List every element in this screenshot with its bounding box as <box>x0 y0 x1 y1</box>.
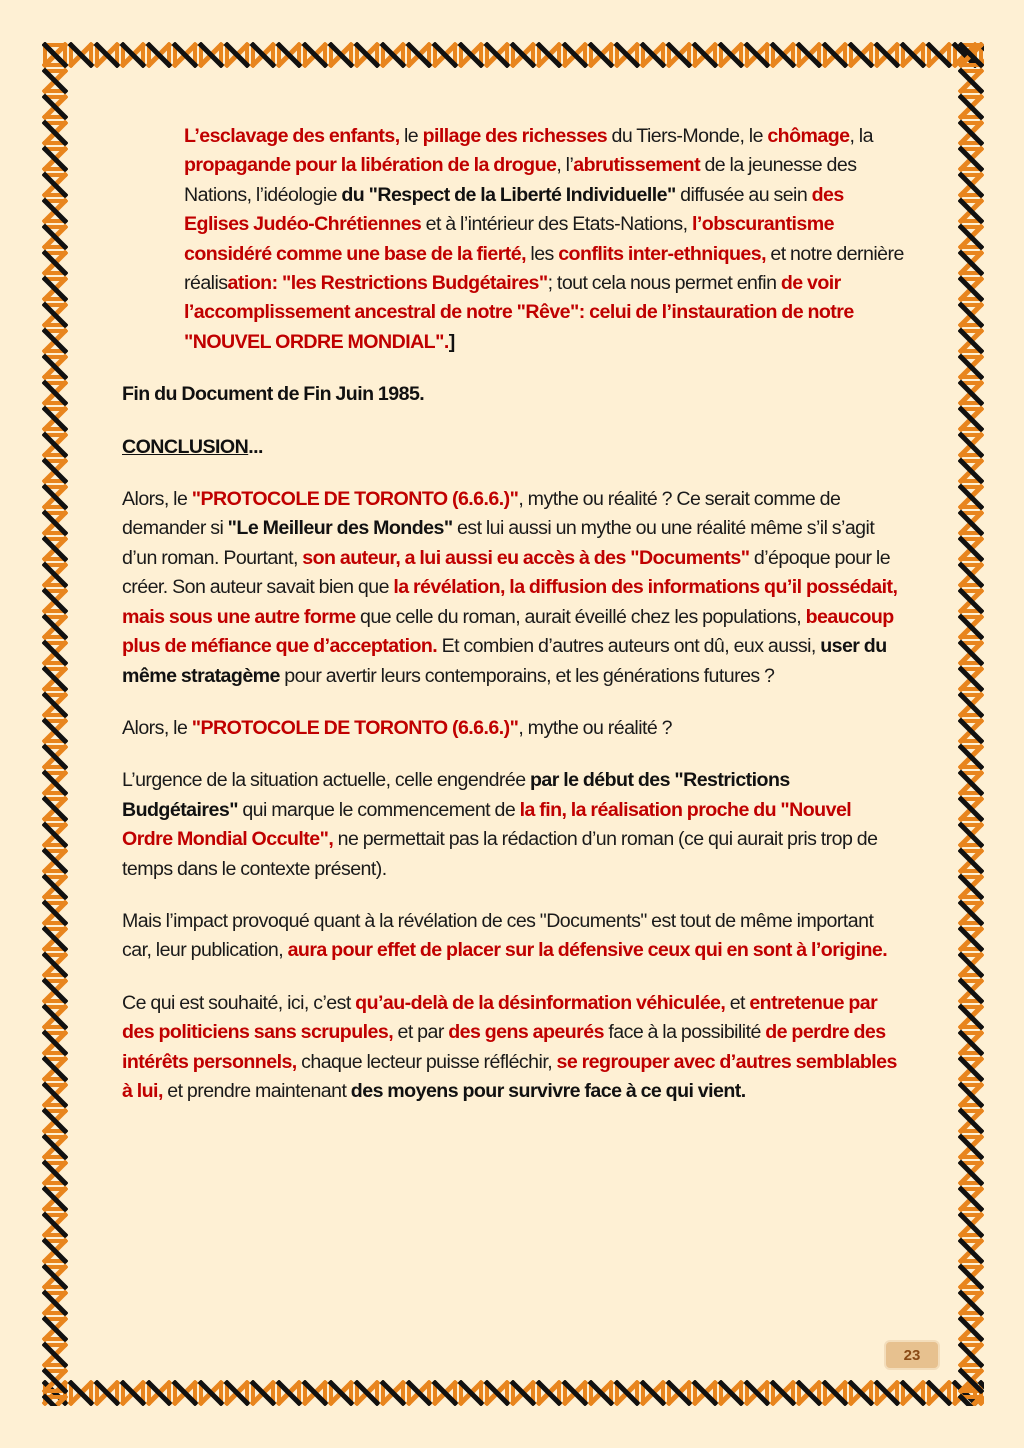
body-text: pour avertir leurs contemporains, et les générations futures ? <box>279 664 775 687</box>
border-right-knot-icon <box>958 42 984 1406</box>
bold-text: Fin du Document de Fin Juin 1985. <box>122 383 425 406</box>
emphasis-red-text: qu’au-delà de la désinformation véhiculée, <box>355 991 726 1014</box>
bold-text: par le début des "Restrictions Budgétaires" <box>122 769 790 821</box>
bold-text: ... <box>248 435 263 458</box>
emphasis-red-text: pillage des richesses <box>422 125 608 147</box>
body-text: , mythe ou réalité ? Ce serait comme de demander si <box>122 488 841 540</box>
emphasis-red-text: son auteur, a lui aussi eu accès à des "Documents" <box>302 546 750 569</box>
body-text: Ce qui est souhaité, ici, c’est <box>122 991 356 1014</box>
bold-text: des moyens pour survivre face à ce qui vient. <box>350 1079 746 1102</box>
border-top-knot-icon <box>42 42 984 68</box>
emphasis-red-text: chômage <box>767 125 850 147</box>
emphasis-red-text: la fin, la réalisation proche du "Nouvel Ordre Mondial Occulte", <box>122 798 852 851</box>
bold-text: du "Respect de la Liberté Individuelle" <box>341 183 676 206</box>
paragraph-conclusion-1 <box>122 485 906 691</box>
emphasis-red-text: beaucoup plus de méfiance que d’acceptation. <box>122 605 894 658</box>
emphasis-red-text: se regrouper avec d’autres semblables à lui, <box>122 1050 897 1102</box>
bold-text: user du même stratagème <box>122 635 887 687</box>
body-text: , mythe ou réalité ? <box>518 716 673 739</box>
body-text: diffusée au sein <box>675 183 812 206</box>
body-text: , l’ <box>556 154 574 177</box>
body-text: est lui aussi un mythe ou une réalité même s’il s’agit d’un roman. Pourtant, <box>122 517 875 569</box>
paragraph-conclusion-4 <box>122 907 906 966</box>
body-text: que celle du roman, aurait éveillé chez les populations, <box>355 605 806 628</box>
emphasis-red-text: de perdre des intérêts personnels, <box>122 1021 886 1073</box>
emphasis-red-text: abrutissement <box>573 154 701 177</box>
body-text: les <box>526 242 559 265</box>
bold-text: "Le Meilleur des Mondes" <box>227 517 453 540</box>
body-text: Alors, le <box>122 488 192 511</box>
document-body <box>122 122 906 1129</box>
emphasis-red-text: "PROTOCOLE DE TORONTO (6.6.6.)" <box>191 716 519 739</box>
paragraph-document-end <box>122 380 906 409</box>
emphasis-red-text: l’obscurantisme considéré comme une base de la fierté, <box>184 213 834 265</box>
body-text: du Tiers-Monde, le <box>607 125 768 147</box>
emphasis-red-text: propagande pour la libération de la drogue <box>184 154 557 177</box>
emphasis-red-text: L’esclavage des enfants, <box>184 125 400 147</box>
body-text: et <box>725 991 750 1014</box>
body-text: qui marque le commencement de <box>237 798 520 821</box>
emphasis-red-text: aura pour effet de placer sur la défensive ceux qui en sont à l’origine. <box>287 939 888 962</box>
body-text: ; tout cela nous permet enfin <box>547 272 781 295</box>
body-text: et par <box>393 1021 449 1044</box>
bold-text: ] <box>448 330 455 353</box>
body-text: L’urgence de la situation actuelle, celle engendrée <box>122 769 530 792</box>
paragraph-conclusion-5 <box>122 989 906 1107</box>
paragraph-conclusion-2 <box>122 714 906 743</box>
body-text: le <box>399 125 423 147</box>
underlined-heading-text: CONCLUSION <box>122 435 249 458</box>
emphasis-red-text: "PROTOCOLE DE TORONTO (6.6.6.)" <box>191 488 519 511</box>
emphasis-red-text: de voir l’accomplissement ancestral de notre "Rêve": celui de l’instauration de notre "NOUVEL ORDRE MONDIAL". <box>184 272 854 353</box>
body-text: ne permettait pas la rédaction d’un roman (ce qui aurait pris trop de temps dans le contexte présent). <box>122 828 878 880</box>
body-text: Alors, le <box>122 716 192 739</box>
paragraph-document-excerpt <box>184 122 906 357</box>
emphasis-red-text: conflits inter-ethniques, <box>558 242 767 265</box>
body-text: chaque lecteur puisse réfléchir, <box>296 1050 557 1073</box>
page-number: 23 <box>903 1346 921 1364</box>
body-text: face à la possibilité <box>603 1021 766 1044</box>
body-text: et notre dernière réalis <box>184 242 904 295</box>
body-text: et prendre maintenant <box>162 1079 351 1102</box>
emphasis-red-text: des Eglises Judéo-Chrétiennes <box>184 183 844 236</box>
emphasis-red-text: ation: "les Restrictions Budgétaires" <box>227 272 548 295</box>
border-left-knot-icon <box>42 42 68 1406</box>
body-text: d’époque pour le créer. Son auteur savait bien que <box>122 546 891 599</box>
page-number-badge <box>884 1340 940 1370</box>
emphasis-red-text: entretenue par des politiciens sans scrupules, <box>122 991 878 1044</box>
body-text: et à l’intérieur des Etats-Nations, <box>421 213 692 236</box>
body-text: , la <box>849 125 873 147</box>
emphasis-red-text: la révélation, la diffusion des informations qu’il possédait, mais sous une autre forme <box>122 576 898 628</box>
border-bottom-knot-icon <box>42 1380 984 1406</box>
emphasis-red-text: des gens apeurés <box>448 1021 604 1044</box>
section-heading-conclusion <box>122 433 906 462</box>
body-text: Et combien d’autres auteurs ont dû, eux aussi, <box>437 635 821 658</box>
body-text: Mais l’impact provoqué quant à la révélation de ces "Documents" est tout de même important car, leur publication, <box>122 909 874 962</box>
body-text: de la jeunesse des Nations, l’idéologie <box>184 154 857 206</box>
paragraph-conclusion-3 <box>122 766 906 884</box>
